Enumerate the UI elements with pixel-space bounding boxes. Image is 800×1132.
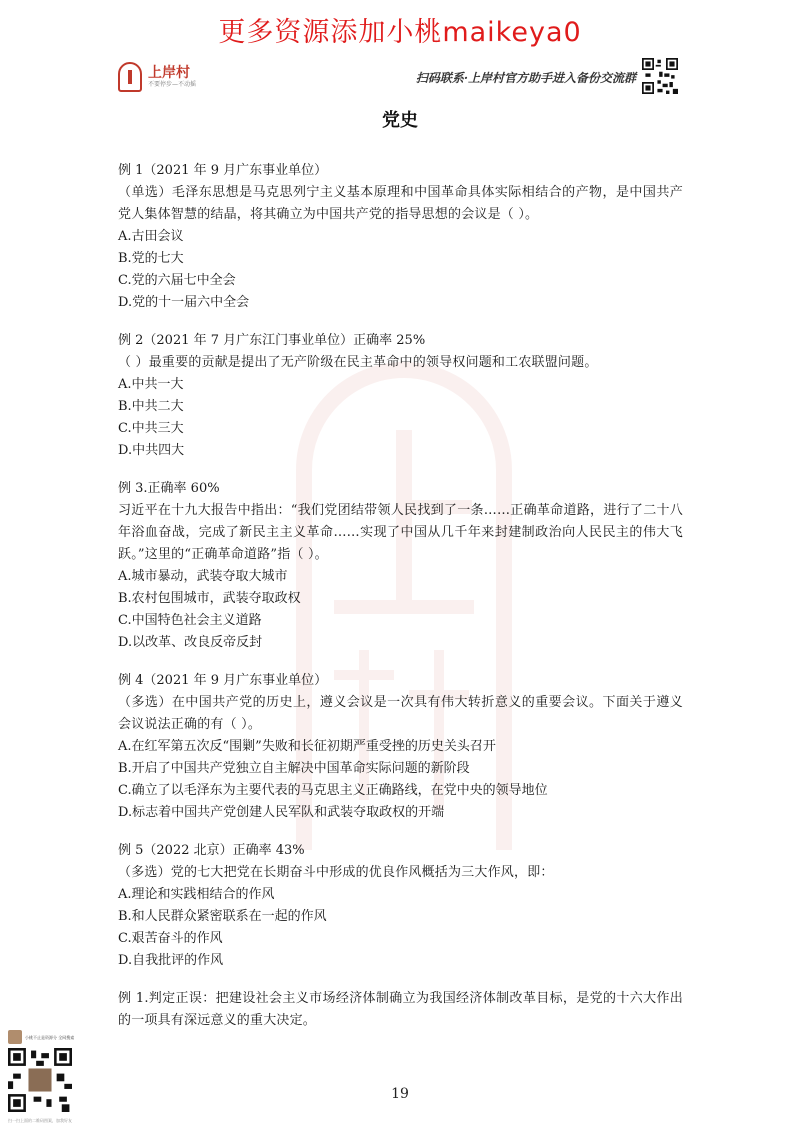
option-c: C.中国特色社会主义道路 xyxy=(118,613,262,628)
option-a: A.理论和实践相结合的作风 xyxy=(118,887,275,902)
option-c: C.确立了以毛泽东为主要代表的马克思主义正确路线，在党中央的领导地位 xyxy=(118,783,548,798)
question-block xyxy=(118,160,683,314)
question-list xyxy=(118,160,683,1032)
qr-code-icon xyxy=(8,1048,72,1112)
option-d: D.自我批评的作风 xyxy=(118,953,224,968)
option-c: C.党的六届七中全会 xyxy=(118,273,236,288)
contact-card-subtitle: 扫一扫上面的二维码图案，加我好友 xyxy=(8,1118,72,1123)
page-header xyxy=(118,58,678,98)
option-a: A.在红军第五次反“围剿”失败和长征初期严重受挫的历史关头召开 xyxy=(118,739,496,754)
question-block xyxy=(118,670,683,824)
logo-slogan: 不要停步—不动摇 xyxy=(148,81,197,88)
question-heading: 例 2（2021 年 7 月广东江门事业单位）正确率 25% xyxy=(118,333,426,348)
option-d: D.以改革、改良反帝反封 xyxy=(118,635,263,650)
option-d: D.党的十一届六中全会 xyxy=(118,295,250,310)
question-stem: （ ）最重要的贡献是提出了无产阶级在民主革命中的领导权问题和工农联盟问题。 xyxy=(118,355,598,370)
option-b: B.开启了中国共产党独立自主解决中国革命实际问题的新阶段 xyxy=(118,761,470,776)
logo-name: 上岸村 xyxy=(148,65,190,81)
question-stem: （单选）毛泽东思想是马克思列宁主义基本原理和中国革命具体实际相结合的产物，是中国共产党人集体智慧的结晶，将其确立为中国共产党的指导思想的会议是（ ）。 xyxy=(118,185,683,222)
question-heading: 例 4（2021 年 9 月广东事业单位） xyxy=(118,673,328,688)
question-heading: 例 1（2021 年 9 月广东事业单位） xyxy=(118,163,328,178)
contact-card xyxy=(8,1030,80,1124)
question-block xyxy=(118,840,683,972)
option-c: C.中共三大 xyxy=(118,421,184,436)
question-block xyxy=(118,478,683,654)
option-a: A.城市暴动，武装夺取大城市 xyxy=(118,569,288,584)
option-d: D.标志着中国共产党创建人民军队和武装夺取政权的开端 xyxy=(118,805,445,820)
qr-code-icon xyxy=(642,58,678,94)
option-c: C.艰苦奋斗的作风 xyxy=(118,931,223,946)
question-stem: 习近平在十九大报告中指出：“我们党团结带领人民找到了一条……正确革命道路，进行了二十八年浴血奋战，完成了新民主主义革命……实现了中国从几千年来封建制政治向人民民主的伟大飞跃。”这里的“正确革命道路”指（ ）。 xyxy=(118,503,683,562)
question-heading: 例 5（2022 北京）正确率 43% xyxy=(118,843,305,858)
question-block xyxy=(118,330,683,462)
header-caption: 扫码联系·上岸村官方助手进入备份交流群 xyxy=(415,71,636,85)
contact-card-title: 小桃不止是资源分 全网搜索 xyxy=(25,1034,75,1040)
question-stem: （多选）在中国共产党的历史上，遵义会议是一次具有伟大转折意义的重要会议。下面关于遵义会议说法正确的有（ ）。 xyxy=(118,695,683,732)
option-a: A.古田会议 xyxy=(118,229,184,244)
page-number: 19 xyxy=(391,1086,409,1102)
option-b: B.党的七大 xyxy=(118,251,184,266)
judgement-question: 例 1.判定正误：把建设社会主义市场经济体制确立为我国经济体制改革目标，是党的十六大作出的一项具有深远意义的重大决定。 xyxy=(118,991,683,1028)
page-title: 党史 xyxy=(382,110,418,131)
option-a: A.中共一大 xyxy=(118,377,184,392)
option-b: B.和人民群众紧密联系在一起的作风 xyxy=(118,909,327,924)
brand-logo xyxy=(118,62,196,92)
avatar xyxy=(8,1030,22,1044)
question-stem: （多选）党的七大把党在长期奋斗中形成的优良作风概括为三大作风，即： xyxy=(118,865,554,880)
logo-icon xyxy=(118,62,142,92)
option-b: B.农村包围城市，武装夺取政权 xyxy=(118,591,301,606)
option-b: B.中共二大 xyxy=(118,399,184,414)
question-heading: 例 3.正确率 60% xyxy=(118,481,220,496)
promo-banner: 更多资源添加小桃maikeya0 xyxy=(218,17,582,48)
option-d: D.中共四大 xyxy=(118,443,185,458)
